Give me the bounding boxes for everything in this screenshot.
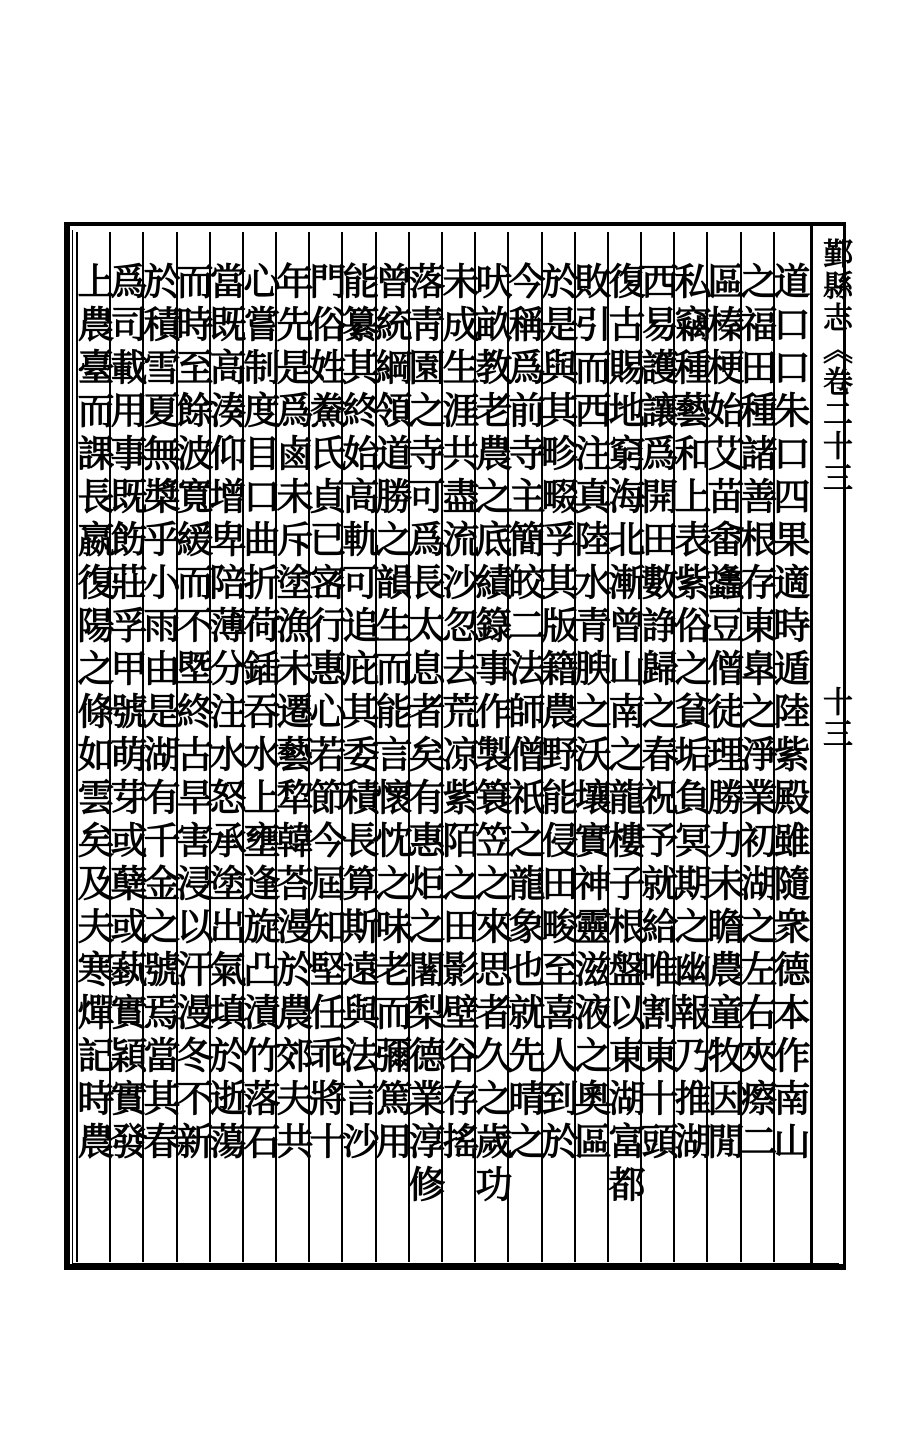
text-column: 之福田種諸善根存東臯之淨業初湖之左右夾瘵二: [734, 262, 778, 1165]
text-column: 道口口朱口四果適時遁陸紫殿雖隨衆德本作南山: [767, 262, 811, 1165]
text-column: 能纂其終始高軌可追庇其委積長算斯遠與法言沙: [336, 262, 380, 1165]
banxin-sheet: 十三: [817, 686, 852, 750]
text-column: 落靑園之寺可爲長太息者矣有惠炬之闍梨德業淳修: [402, 262, 446, 1208]
text-column: 未成生涯共盡流沙忽去荒凉紫陌之田影壁谷存搖: [436, 262, 480, 1165]
banxin-fishtail-mark: ︽: [817, 334, 852, 366]
banxin-label: [817, 238, 851, 1258]
text-column: 復古賜地窮海北漸曾山南之龍樓子根盤以東湖富都: [602, 262, 646, 1208]
banxin-spacer: [817, 494, 852, 686]
text-column: 而時至餘波寬緩而不塈終古旱害浸以汗漫冬不新: [170, 262, 214, 1165]
text-column: 區榛梗始艾苗畬蠭豆僧徒理勝力未瞻農童牧因閒: [701, 262, 745, 1165]
text-column: 心嘗制度目口曲折荷鍤吞水上壅逢旋凸漬竹落石: [237, 262, 281, 1165]
text-column: 當既高湊仰增卑陪薄分注水怒承塗出氣填於逝蕩: [203, 262, 247, 1165]
text-column: 上農臺而課長嬴復陽之條如雲矣及夫寒燀記時農: [71, 262, 115, 1165]
text-column: 曾統綱領道勝之韻生而能言懷忱之味老而彌篤用: [369, 262, 413, 1165]
text-column: 門俗姓鮝氏貞已宻行惠心若節今屆知堅任乖將十: [303, 262, 347, 1165]
text-column: 私竊種藝和上表紫俗之貧垢負冥期之幽報乃推湖: [668, 262, 712, 1165]
text-column: 於積雪夏無槳乎小雨由是湖有千金之號焉當其春: [137, 262, 181, 1165]
text-column: 於是與其畛畷孚其版籍農野能侵田畯至喜人到於: [535, 262, 579, 1165]
text-column: 爲司載用事既飭莊孚甲號萌芽或蘖或蓺實穎實發: [104, 262, 148, 1165]
text-column: 今稱爲前寺主簡皎二法師僧祇之龍象也就先晴之: [502, 262, 546, 1165]
banxin-title: 鄞縣志: [817, 238, 852, 334]
text-column: 年先是爲鹵未斥塗漁未遷藝犂韓荅漫於農郊夫共: [270, 262, 314, 1165]
text-column: 西易護讓爲開田數諍歸之春祝予就給唯割東十頭: [635, 262, 679, 1165]
text-column: 吠畝教老農之底績籙事作製簑笠之來思者久之歲功: [469, 262, 513, 1208]
banxin-volume: 卷二十三: [817, 366, 852, 494]
text-column: 敗引而西注真陸水青腴之沃壤實神靈滋液之奧區: [568, 262, 612, 1165]
